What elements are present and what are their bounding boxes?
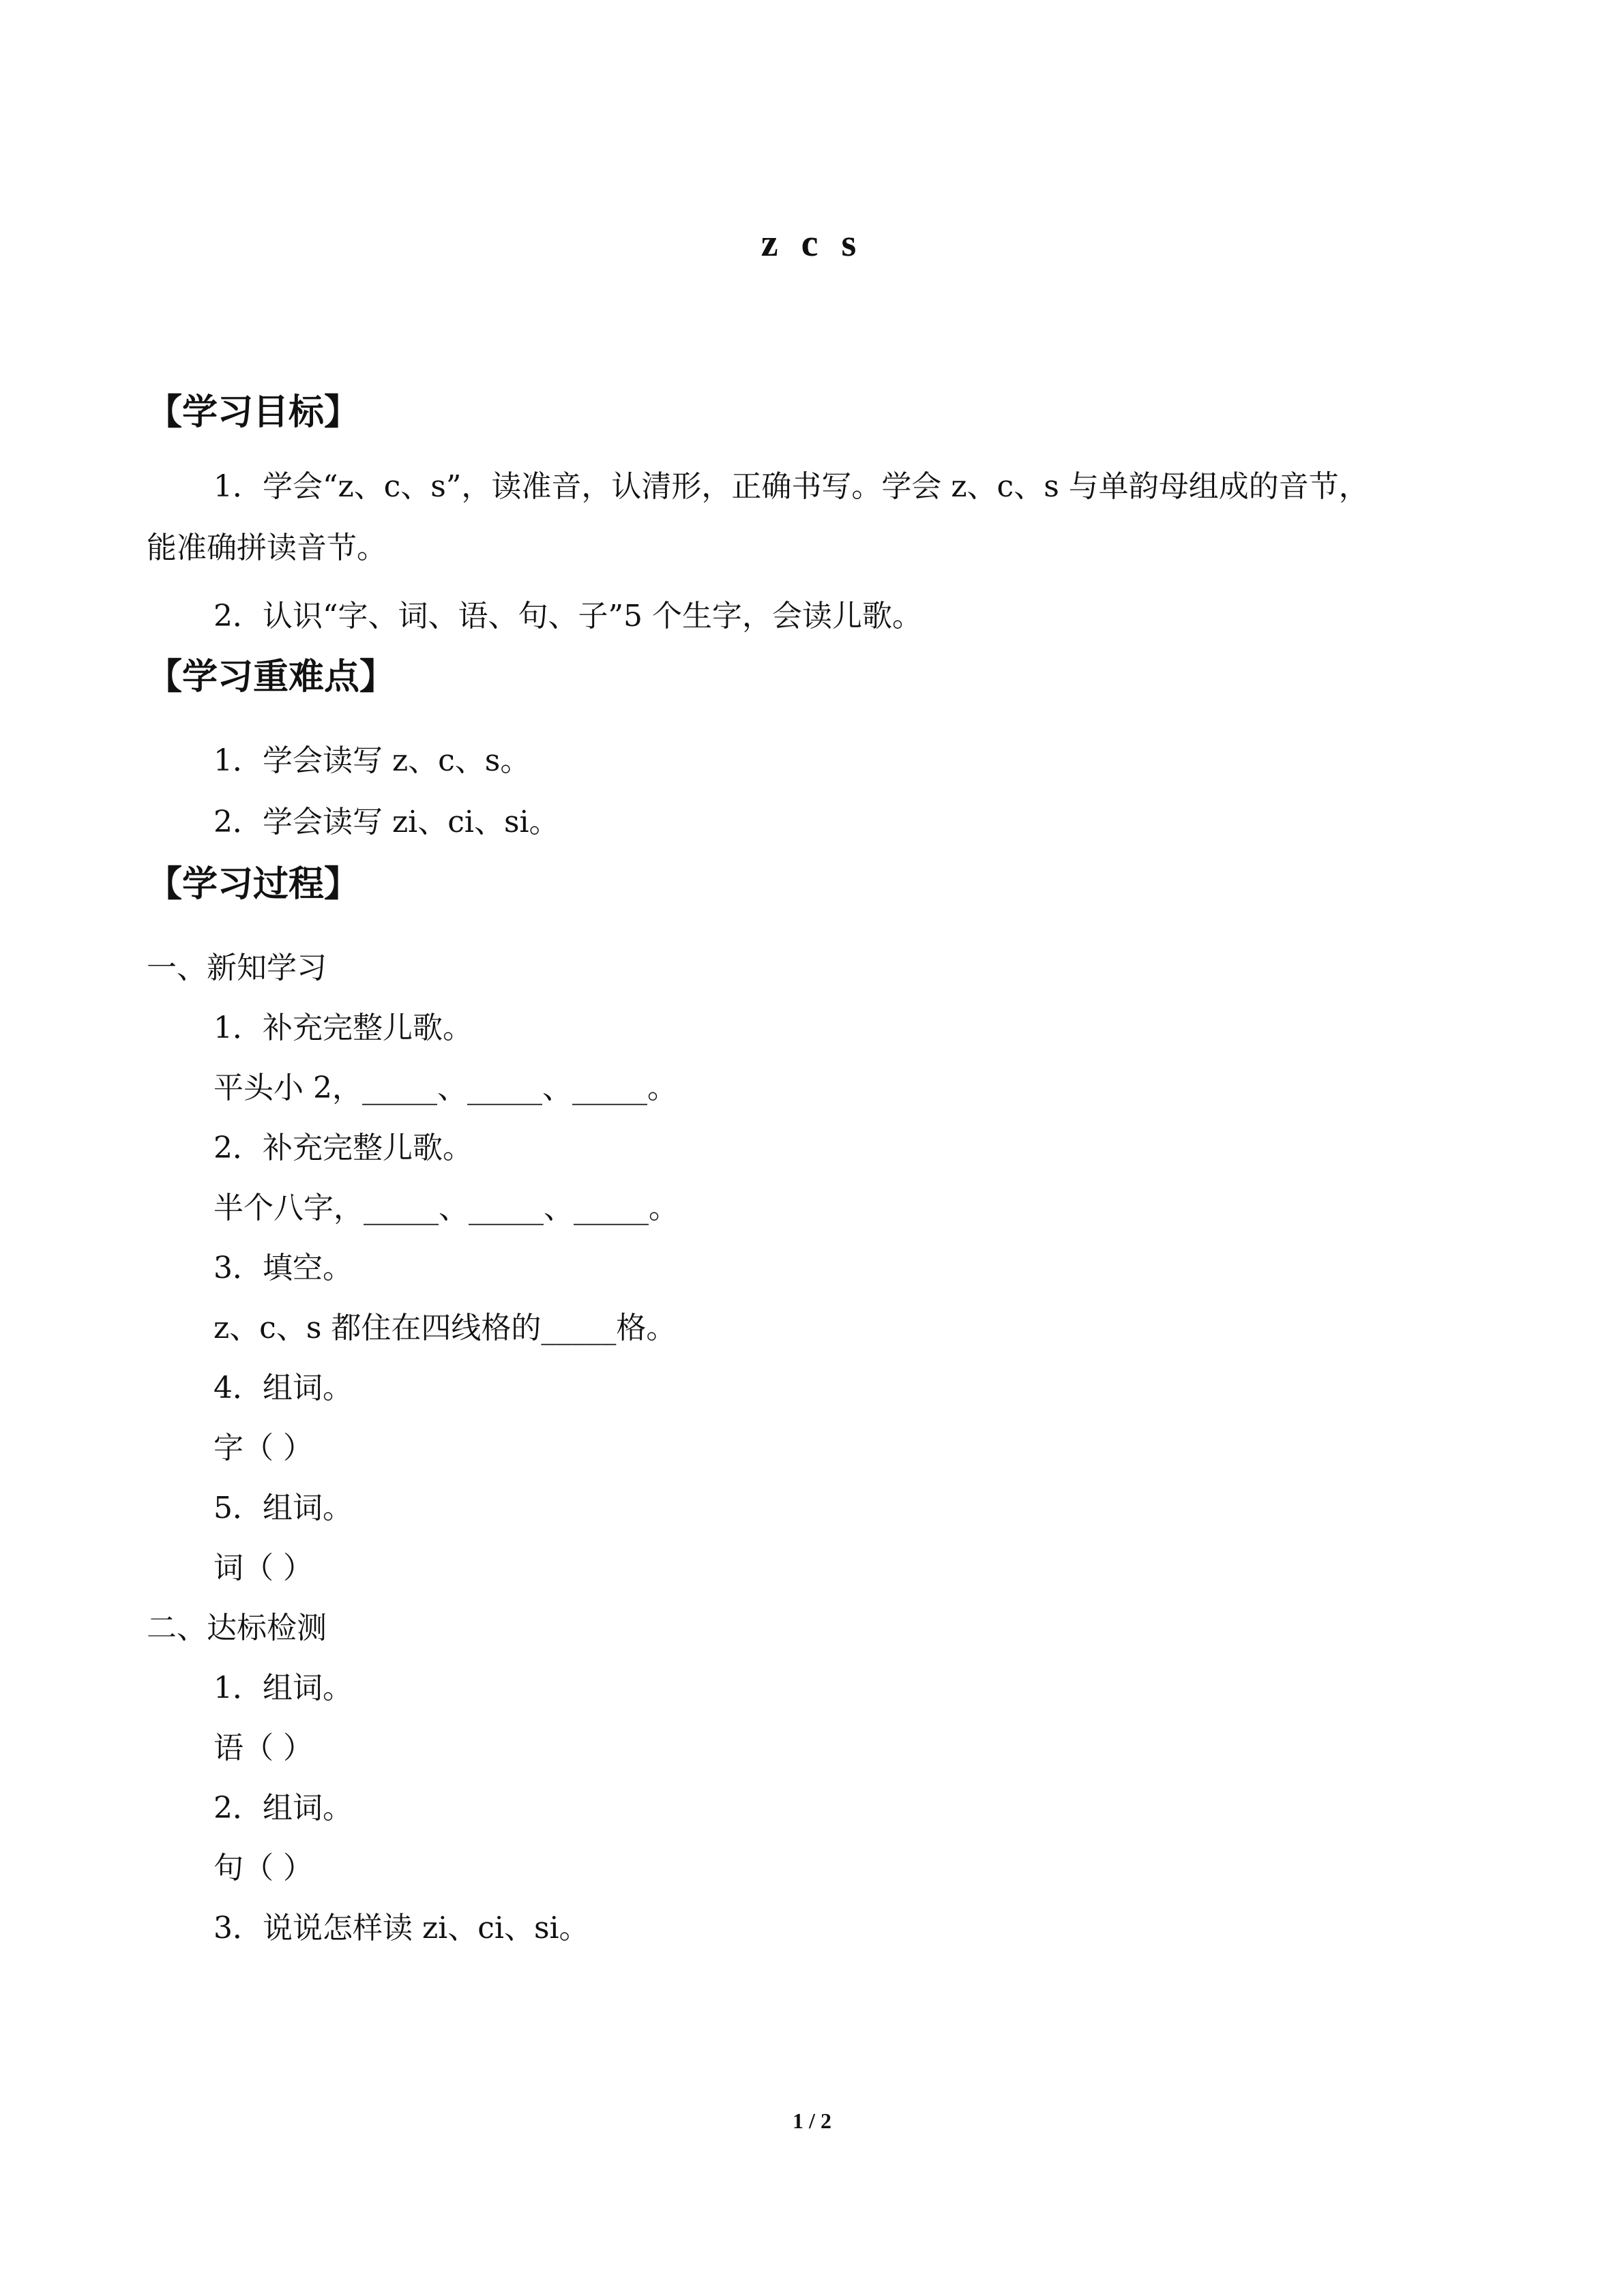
part1-q1-text: 平头小 2，_____、_____、_____。 — [213, 1071, 677, 1105]
page-title: z c s — [761, 222, 863, 265]
goal-item-1 — [147, 468, 1477, 567]
goal-item-2: 2．认识“字、词、语、句、子”5 个生字，会读儿歌。 — [213, 599, 922, 633]
goal-item-1-line2: 能准确拼读音节。 — [147, 531, 387, 565]
part1-q5: 5．组词。 — [213, 1491, 353, 1525]
part1-q5-text: 词（ ） — [213, 1551, 313, 1585]
part1-title: 一、新知学习 — [147, 951, 327, 985]
part2-q1-text: 语（ ） — [213, 1731, 313, 1765]
key-point-item-2: 2．学会读写 zi、ci、si。 — [213, 805, 559, 839]
part1-q4-text: 字（ ） — [213, 1431, 313, 1465]
section-heading-key-points: 【学习重难点】 — [147, 657, 396, 698]
part1-q3-text: z、c、s 都住在四线格的_____格。 — [213, 1311, 677, 1345]
section-heading-goals: 【学习目标】 — [147, 392, 360, 433]
goal-item-1-line1: 1．学会“z、c、s”，读准音，认清形，正确书写。学会 z、c、s 与单韵母组成的音节， — [213, 469, 1369, 504]
key-point-item-1: 1．学会读写 z、c、s。 — [213, 743, 531, 778]
part1-q2: 2．补充完整儿歌。 — [213, 1131, 473, 1165]
part2-q2-text: 句（ ） — [213, 1851, 313, 1885]
part1-q4: 4．组词。 — [213, 1371, 353, 1405]
part2-q3: 3．说说怎样读 zi、ci、si。 — [213, 1911, 589, 1945]
part2-title: 二、达标检测 — [147, 1611, 327, 1645]
part2-q1: 1．组词。 — [213, 1671, 353, 1705]
section-heading-process: 【学习过程】 — [147, 864, 360, 905]
part1-q1: 1．补充完整儿歌。 — [213, 1011, 473, 1045]
part1-q3: 3．填空。 — [213, 1251, 353, 1285]
part1-q2-text: 半个八字，_____、_____、_____。 — [213, 1191, 679, 1225]
part2-q2: 2．组词。 — [213, 1791, 353, 1825]
page-number: 1 / 2 — [793, 2108, 831, 2133]
